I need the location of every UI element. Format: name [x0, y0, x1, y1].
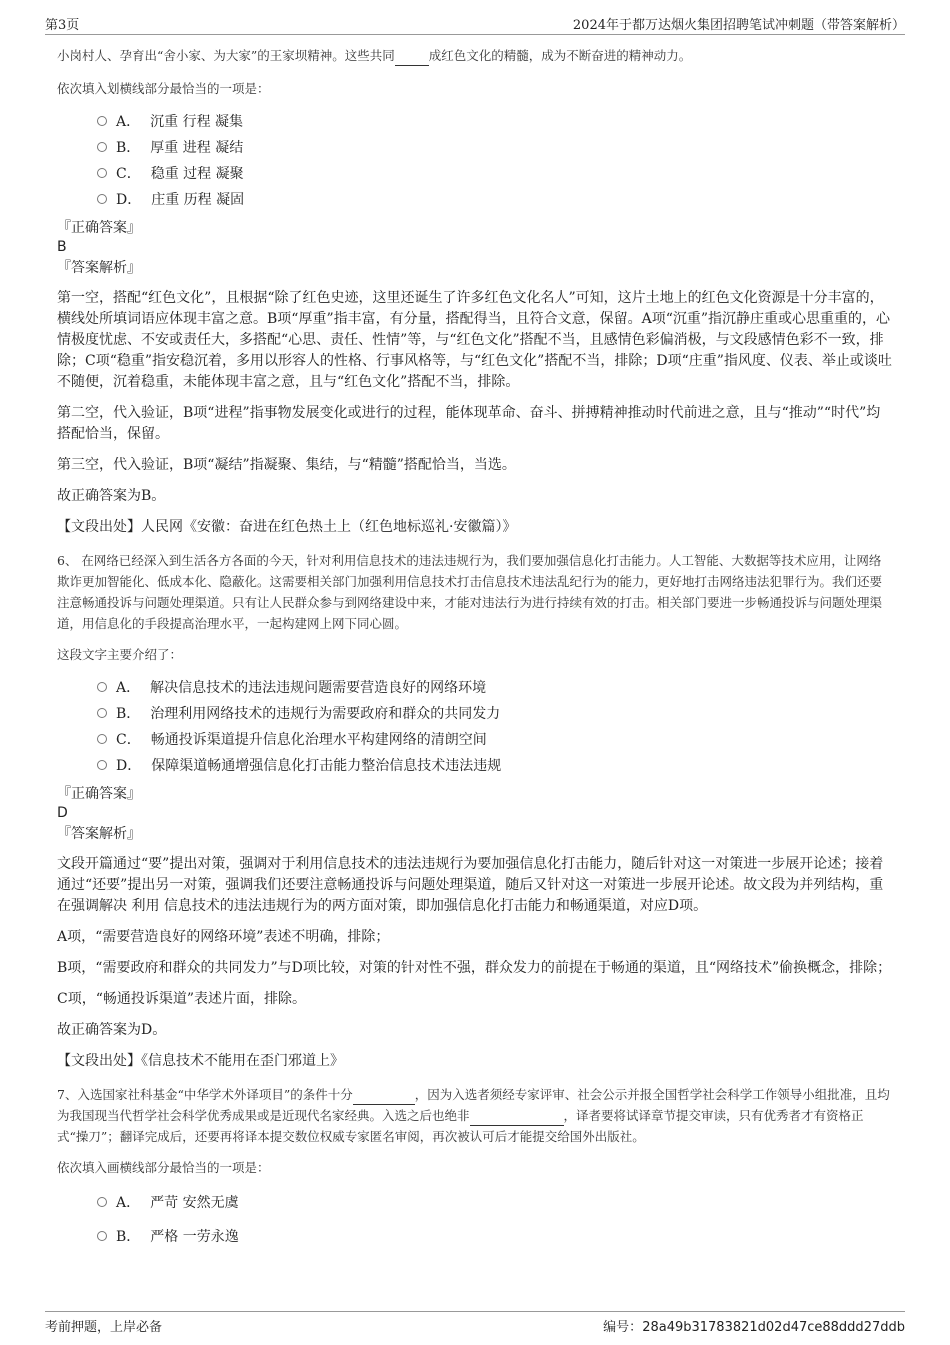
q6-option-a[interactable]: A． 解决信息技术的违法违规问题需要营造良好的网络环境: [57, 675, 893, 701]
q6-analysis-5: 故正确答案为D。: [57, 1022, 167, 1038]
q5-option-c[interactable]: C． 稳重 过程 凝聚: [57, 161, 893, 187]
q6-prompt: 这段文字主要介绍了：: [57, 647, 183, 662]
q6-analysis-4: C项，“畅通投诉渠道”表述片面，排除。: [57, 991, 307, 1007]
footer-slogan: 考前押题，上岸必备: [45, 1320, 163, 1335]
page-footer: [45, 1311, 905, 1334]
radio-icon[interactable]: [97, 760, 107, 770]
q6-answer: D: [57, 805, 68, 821]
q5-analysis-label: 『答案解析』: [57, 260, 141, 276]
page-header: [45, 12, 905, 35]
q7-blank-2: [470, 1125, 564, 1126]
q6-analysis-1: 文段开篇通过“要”提出对策，强调对于利用信息技术的违法违规行为要加强信息化打击能力，随后针对这一对策进一步展开论述；接着通过“还要”提出另一对策，强调我们还要注意畅通投诉与问题处理渠道，随后又针对这一对策进一步展开论述。故文段为并列结构，重在强调解决 利用 信息技术的违法违规行为的两方面对策，即加强信息化打击能力和畅通渠道，对应D项。: [57, 856, 884, 914]
q5-analysis-4: 故正确答案为B。: [57, 488, 166, 504]
q5-options: [57, 109, 893, 213]
radio-icon[interactable]: [97, 116, 107, 126]
radio-icon[interactable]: [97, 142, 107, 152]
document-title: 2024年于都万达烟火集团招聘笔试冲刺题（带答案解析）: [572, 18, 905, 33]
q5-analysis-3: 第三空，代入验证，B项“凝结”指凝聚、集结，与“精髓”搭配恰当，当选。: [57, 457, 516, 473]
q5-stem: 小岗村人、孕育出“舍小家、为大家”的王家坝精神。这些共同 成红色文化的精髓，成为不断奋进的精神动力。: [57, 45, 893, 66]
q7-options: [57, 1186, 893, 1254]
footer-code: 编号：28a49b31783821d02d47ce88ddd27ddb: [603, 1320, 905, 1335]
q6-answer-label: 『正确答案』: [57, 786, 141, 802]
q5-option-b[interactable]: B． 厚重 进程 凝结: [57, 135, 893, 161]
q6-stem: 6、 在网络已经深入到生活各方各面的今天，针对利用信息技术的违法违规行为，我们要加强信息化打击能力。人工智能、大数据等技术应用，让网络欺诈更加智能化、低成本化、隐蔽化。这需要相关部门加强利用信息技术打击信息技术违法乱纪行为的能力，更好地打击网络违法犯罪行为。我们还要注意畅通投诉与问题处理渠道。只有让人民群众参与到网络建设中来，才能对违法行为进行持续有效的打击。相关部门要进一步畅通投诉与问题处理渠道，用信息化的手段提高治理水平，一起构建网上网下同心圆。: [57, 553, 883, 631]
q6-options: [57, 675, 893, 779]
q7-blank-1: [353, 1104, 415, 1105]
radio-icon[interactable]: [97, 682, 107, 692]
q5-answer: B: [57, 239, 67, 255]
q5-answer-label: 『正确答案』: [57, 220, 141, 236]
q5-analysis-1: 第一空，搭配“红色文化”，且根据“除了红色史迹，这里还诞生了许多红色文化名人”可知，这片土地上的红色文化资源是十分丰富的，横线处所填词语应体现丰富之意。B项“厚重”指丰富，有分量，搭配得当，且符合文意，保留。A项“沉重”指沉静庄重或心思重重的，心情极度忧虑、不安或责任大，多搭配“心思、责任、性情”等，与“红色文化”搭配不当，且感情色彩偏消极，与文段感情色彩不一致，排除；C项“稳重”指安稳沉着，多用以形容人的性格、行事风格等，与“红色文化”搭配不当，排除；D项“庄重”指风度、仪表、举止或谈吐不随便，沉着稳重，未能体现丰富之意，且与“红色文化”搭配不当，排除。: [57, 290, 892, 390]
q7-option-a[interactable]: A． 严苛 安然无虞: [57, 1186, 893, 1220]
q6-source: 【文段出处】《信息技术不能用在歪门邪道上》: [57, 1053, 344, 1069]
q5-option-d[interactable]: D． 庄重 历程 凝固: [57, 187, 893, 213]
q5-analysis-2: 第二空，代入验证，B项“进程”指事物发展变化或进行的过程，能体现革命、奋斗、拼搏精神推动时代前进之意，且与“推动”“时代”均搭配恰当，保留。: [57, 405, 881, 442]
q7-option-b[interactable]: B． 严格 一劳永逸: [57, 1220, 893, 1254]
radio-icon[interactable]: [97, 1197, 107, 1207]
radio-icon[interactable]: [97, 708, 107, 718]
q7-prompt: 依次填入画横线部分最恰当的一项是：: [57, 1160, 270, 1175]
q6-analysis-label: 『答案解析』: [57, 826, 141, 842]
page-number: 第3页: [45, 18, 80, 33]
q6-analysis-2: A项，“需要营造良好的网络环境”表述不明确，排除；: [57, 929, 390, 945]
q5-option-a[interactable]: A． 沉重 行程 凝集: [57, 109, 893, 135]
q7-stem: 7、入选国家社科基金“中华学术外译项目”的条件十分 ，因为入选者须经专家评审、社会公示并报全国哲学社会科学工作领导小组批准，且均为我国现当代哲学社会科学优秀成果或是近现代名家经典。入选之后也绝非 ，译者要将试译章节提交审读，只有优秀者才有资格正式“操刀”；翻译完成后，还要再将译本提交数位权威专家匿名审阅，再次被认可后才能提交给国外出版社。: [57, 1087, 890, 1144]
q6-option-b[interactable]: B． 治理利用网络技术的违规行为需要政府和群众的共同发力: [57, 701, 893, 727]
q5-blank: [395, 65, 429, 66]
radio-icon[interactable]: [97, 168, 107, 178]
q5-source: 【文段出处】人民网《安徽：奋进在红色热土上（红色地标巡礼·安徽篇）》: [57, 519, 517, 535]
q6-analysis-3: B项，“需要政府和群众的共同发力”与D项比较，对策的针对性不强，群众发力的前提在于畅通的渠道，且“网络技术”偷换概念，排除；: [57, 960, 892, 976]
q5-prompt: 依次填入划横线部分最恰当的一项是：: [57, 81, 270, 96]
radio-icon[interactable]: [97, 194, 107, 204]
radio-icon[interactable]: [97, 1231, 107, 1241]
q6-option-c[interactable]: C． 畅通投诉渠道提升信息化治理水平构建网络的清朗空间: [57, 727, 893, 753]
document-body: [57, 45, 893, 1254]
radio-icon[interactable]: [97, 734, 107, 744]
q6-option-d[interactable]: D． 保障渠道畅通增强信息化打击能力整治信息技术违法违规: [57, 753, 893, 779]
